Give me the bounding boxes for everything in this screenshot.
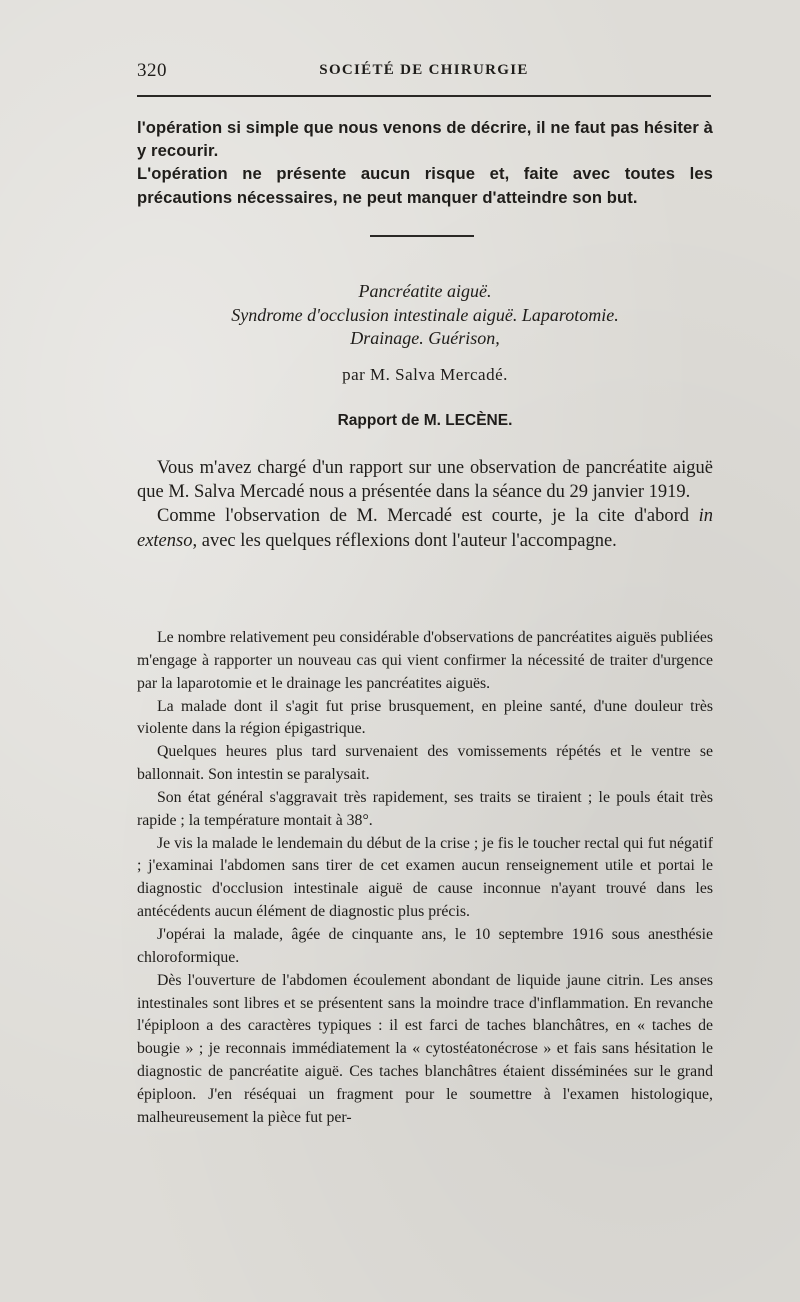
intro-paragraph: L'opération ne présente aucun risque et, faite avec toutes les précautions nécessaires, ne peut manquer d'atteindre son but.	[137, 164, 713, 207]
report-by: Rapport de M. LECÈNE.	[337, 412, 513, 429]
article-author: par M. Salva Mercadé.	[342, 365, 508, 384]
header-rule	[137, 95, 711, 97]
article-title-line: Pancréatite aiguë.	[358, 281, 492, 301]
page-number: 320	[137, 60, 167, 81]
observation-paragraph: Dès l'ouverture de l'abdomen écoulement abondant de liquide jaune citrin. Les anses intestinales sont libres et se présentent sans la moindre trace d'inflammation. En revanche l'épiploon a des caractères typiques : il est farci de taches blanchâtres, en « taches de bougie » ; je reconnais immédiatement la « cytostéatonécrose » et fais sans hésitation le diagnostic de pancréatite aiguë. Ces taches blanchâtres étaient disséminées sur le grand épiploon. J'en réséquai un fragment pour le soumettre à l'examen histologique, malheureusement la pièce fut per-	[137, 971, 713, 1126]
running-head	[137, 60, 711, 84]
report-text-run: Comme l'observation de M. Mercadé est courte, je la cite d'abord	[157, 506, 699, 527]
observation-paragraph: Son état général s'aggravait très rapidement, ses traits se tiraient ; le pouls était très rapide ; la température montait à 38°.	[137, 788, 713, 829]
report-text	[137, 456, 713, 553]
section-separator	[370, 235, 474, 237]
intro-paragraph: l'opération si simple que nous venons de décrire, il ne faut pas hésiter à y recourir.	[137, 118, 713, 161]
journal-title: SOCIÉTÉ DE CHIRURGIE	[319, 62, 529, 78]
italic-phrase: in extenso	[137, 506, 713, 551]
observation-text	[137, 627, 713, 1130]
report-paragraph: Vous m'avez chargé d'un rapport sur une observation de pancréatite aiguë que M. Salva Mercadé nous a présentée dans la séance du 29 janvier 1919.	[137, 458, 713, 503]
article-title-line: Syndrome d'occlusion intestinale aiguë. Laparotomie.	[231, 304, 619, 325]
observation-paragraph: Je vis la malade le lendemain du début de la crise ; je fis le toucher rectal qui fut négatif ; j'examinai l'abdomen sans tirer de cet examen aucun renseignement utile et portai le diagnostic d'occlusion intestinale aiguë de cause inconnue n'ayant trouvé dans les antécédents aucun élément de diagnostic plus précis.	[137, 834, 713, 921]
article-title-line: Drainage. Guérison,	[350, 328, 500, 348]
observation-paragraph: Quelques heures plus tard survenaient des vomissements répétés et le ventre se ballonnait. Son intestin se paralysait.	[137, 743, 713, 784]
report-text-run: , avec les quelques réflexions dont l'auteur l'accompagne.	[192, 530, 617, 551]
observation-paragraph: Le nombre relativement peu considérable d'observations de pancréatites aiguës publiées m'engage à rapporter un nouveau cas qui vient confirmer la nécessité de traiter d'urgence par la laparotomie et le drainage les pancréatites aiguës.	[137, 629, 713, 692]
report-paragraph	[137, 504, 713, 552]
observation-paragraph: La malade dont il s'agit fut prise brusquement, en pleine santé, d'une douleur très violente dans la région épigastrique.	[137, 697, 713, 738]
article-title	[137, 280, 713, 351]
observation-paragraph: J'opérai la malade, âgée de cinquante ans, le 10 septembre 1916 sous anesthésie chloroformique.	[137, 925, 713, 966]
intro-text	[137, 116, 713, 209]
